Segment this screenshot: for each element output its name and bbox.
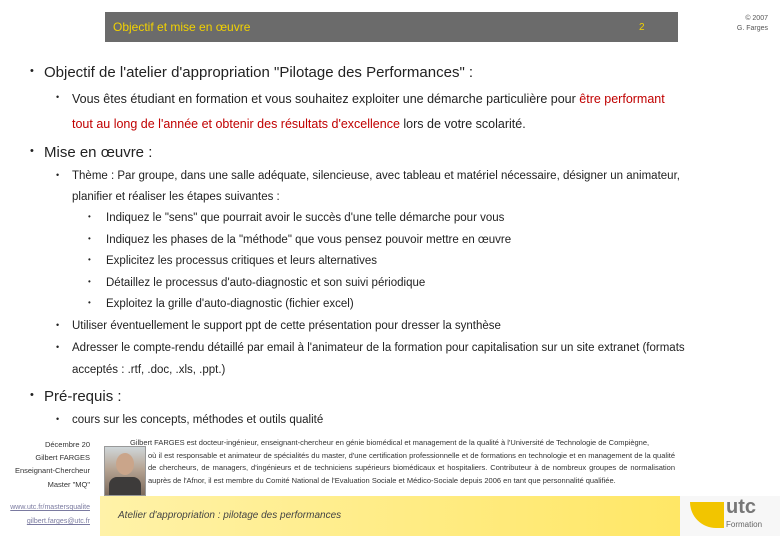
slide-title: Objectif et mise en œuvre bbox=[113, 20, 251, 34]
objectif-text-part: Vous êtes étudiant en formation et vous souhaitez exploiter une démarche particulière pour bbox=[72, 92, 580, 106]
bullet-icon: • bbox=[56, 320, 60, 330]
bullet-icon: • bbox=[30, 389, 34, 401]
email-link[interactable]: gilbert.farges@utc.fr bbox=[26, 518, 90, 525]
theme-text-continuation: planifier et réaliser les étapes suivantes : bbox=[72, 191, 280, 203]
website-link[interactable]: www.utc.fr/mastersqualite bbox=[10, 504, 90, 511]
bullet-icon: • bbox=[30, 145, 34, 157]
objectif-text-continuation bbox=[72, 117, 526, 131]
slide-header-bar bbox=[105, 12, 678, 42]
logo-text: utc bbox=[726, 496, 756, 518]
author-name: Gilbert FARGES bbox=[35, 453, 90, 462]
bio-body: où il est responsable et animateur de spécialités du master, d'une certification professionnelle et de formations en technologie et en management de la qualité de chercheurs, de managers, d'ingénieurs et de techniciens supérieurs biomédicaux et hospitaliers. Contributeur à de nombreux groupes de normalisation auprès de l'Afnor, il est membre du Comité National de l'Evaluation Sociale et Médico-Sociale depuis 2006 en tant que personnalité qualifiée. bbox=[148, 450, 675, 485]
bullet-icon: • bbox=[30, 65, 34, 77]
author-role: Enseignant-Chercheur bbox=[14, 466, 90, 475]
bullet-icon: • bbox=[56, 342, 60, 352]
copyright-year: © 2007 bbox=[745, 15, 768, 22]
logo-shape-icon bbox=[690, 502, 724, 528]
author-master: Master "MQ" bbox=[47, 480, 90, 489]
bullet-icon: • bbox=[56, 414, 60, 424]
footer-title: Atelier d'appropriation : pilotage des performances bbox=[118, 510, 342, 521]
objectif-text-part: lors de votre scolarité. bbox=[399, 117, 526, 131]
bullet-icon: • bbox=[88, 277, 91, 286]
bullet-icon: • bbox=[88, 234, 91, 243]
objectif-highlight: être performant bbox=[579, 92, 665, 106]
copyright-author: G. Farges bbox=[736, 25, 768, 32]
author-bio bbox=[130, 437, 675, 487]
objectif-highlight: tout au long de l'année et obtenir des résultats d'excellence bbox=[72, 117, 400, 131]
section-heading: Objectif de l'atelier d'appropriation "Pilotage des Performances" : bbox=[44, 64, 474, 81]
bullet-icon: • bbox=[56, 92, 60, 102]
utc-logo bbox=[690, 496, 776, 536]
page-number: 2 bbox=[639, 22, 645, 33]
bullet-icon: • bbox=[88, 298, 91, 307]
section-heading: Mise en œuvre : bbox=[44, 144, 153, 161]
copyright bbox=[737, 14, 768, 34]
bio-first-line: Gilbert FARGES est docteur-ingénieur, enseignant-chercheur en génie biomédical et management de la qualité à l'Université de Technologie de Compiègne, bbox=[130, 438, 650, 447]
section-heading: Pré-requis : bbox=[44, 388, 122, 405]
bullet-icon: • bbox=[56, 170, 60, 180]
bullet-icon: • bbox=[88, 212, 91, 221]
extra-item-continuation: acceptés : .rtf, .doc, .xls, .ppt.) bbox=[72, 364, 226, 376]
bullet-icon: • bbox=[88, 255, 91, 264]
logo-subtext: Formation bbox=[726, 520, 763, 529]
author-date: Décembre 20 bbox=[44, 440, 90, 449]
